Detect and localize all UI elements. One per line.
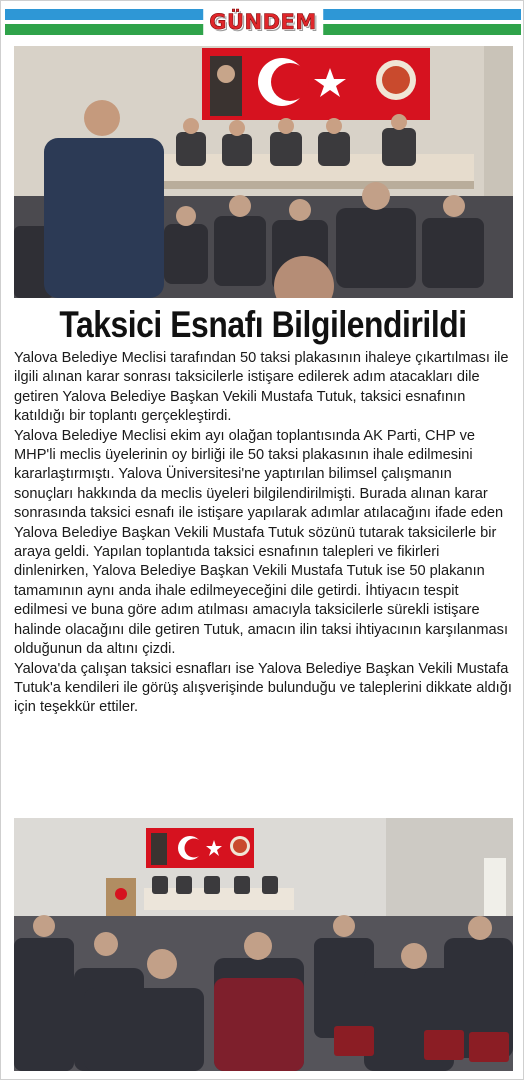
section-label: GÜNDEM [203, 9, 323, 35]
meeting-photo-bottom [14, 818, 513, 1071]
meeting-photo-top-illustration [14, 46, 513, 298]
article-paragraph: Yalova'da çalışan taksici esnafları ise Yalova Belediye Başkan Vekili Mustafa Tutuk'a kendileri ile görüş alışverişinde bulunduğu ve taleplerini dikkate aldığı için teşekkür ettiler. [14, 660, 512, 716]
meeting-photo-bottom-illustration [14, 818, 513, 1071]
headline: Taksici Esnafı Bilgilendirildi [59, 304, 467, 345]
meeting-photo-top [14, 46, 513, 298]
article-paragraph: Yalova Belediye Meclisi ekim ayı olağan toplantısında AK Parti, CHP ve MHP'li meclis üyelerinin oy birliği ile 50 taksi plakasının ihale edilmesini kararlaştırmıştı. Yalova Üniversitesi'ne yaptırılan bilimsel çalışmanın sonuçları hakkında da meclis üyeleri bilgilendirilmişti. Burada alınan karar sonrasında taksici esnafı ile istişare yapılarak adımlar atılacağını ifade eden Yalova Belediye Başkan Vekili Mustafa Tutuk sözünü tutarak taksicilerle bir araya geldi. Yapılan toplantıda taksici esnafının talepleri ve fikirleri dinlenirken, Yalova Belediye Başkan Vekili Mustafa Tutuk ise 50 plakanın tamamının aynı anda ihale edilmeyeceğini dile getirdi. İhtiyacın tespit edilmesi ve buna göre adım atılması amacıyla taksicilerle sürekli istişare halinde olacağını dile getiren Tutuk, amacın ilin taksi ihtiyacının karşılanması olduğunun da altını çizdi. [14, 427, 509, 658]
article-body [14, 349, 514, 718]
article-paragraph: Yalova Belediye Meclisi tarafından 50 taksi plakasının ihaleye çıkartılması ile ilgili alınan karar sonrası taksicilerle istişare edilerek adım atacakları dile getiren Yalova Belediye Başkan Vekili Mustafa Tutuk, taksici esnafının katıldığı bir toplantı gerçekleştirdi. [14, 350, 509, 425]
section-header [5, 9, 521, 37]
